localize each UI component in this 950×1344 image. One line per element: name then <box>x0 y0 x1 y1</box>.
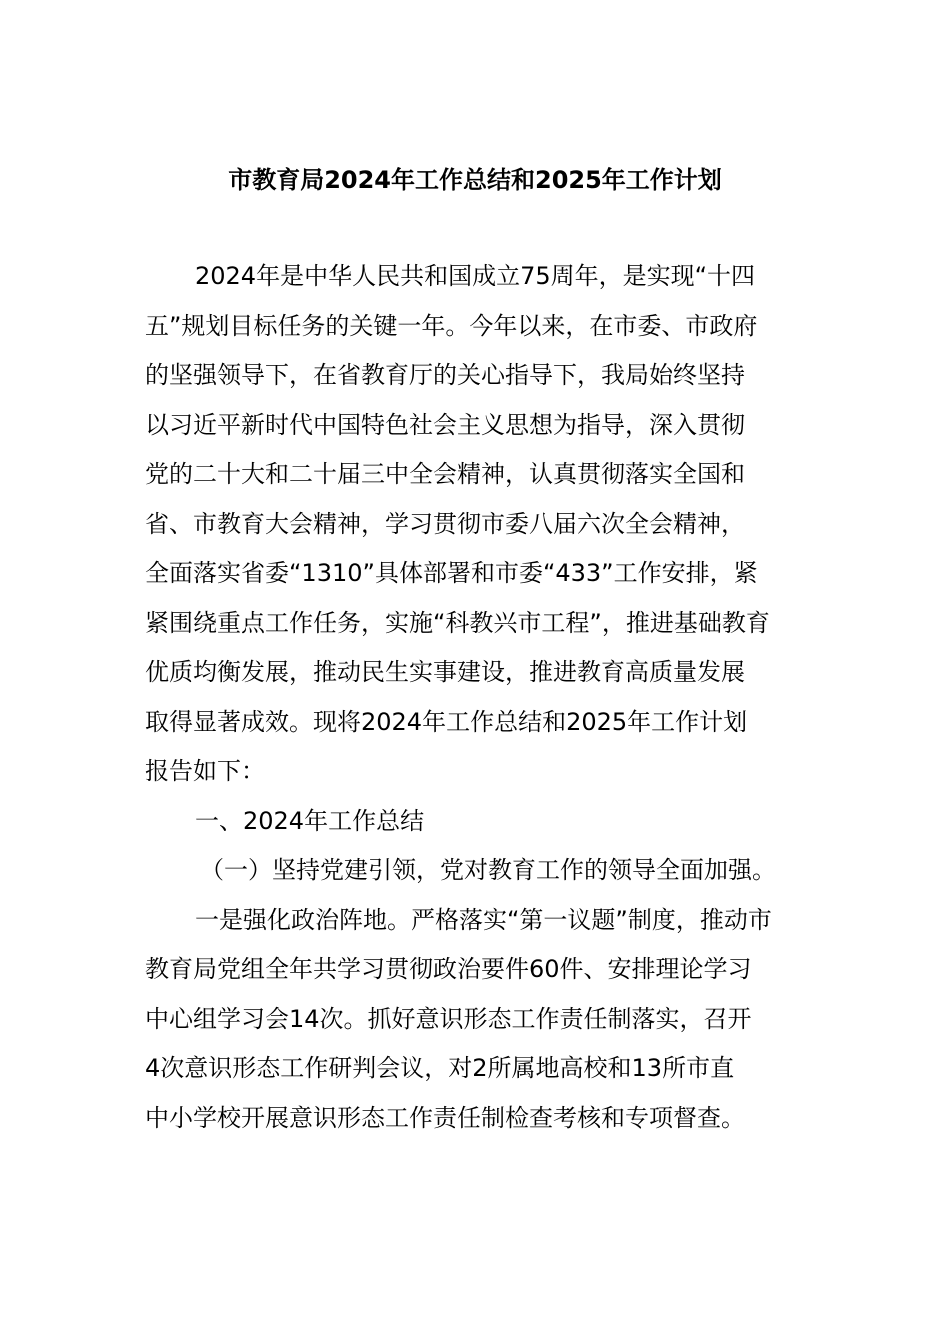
paragraph-line: 省、市教育大会精神，学习贯彻市委八届六次全会精神， <box>145 509 745 538</box>
paragraph-line: 4次意识形态工作研判会议，对2所属地高校和13所市直 <box>145 1054 735 1082</box>
document-body <box>145 252 815 1143</box>
paragraph-line: 教育局党组全年共学习贯彻政治要件60件、安排理论学习 <box>145 955 752 983</box>
paragraph-line: 中小学校开展意识形态工作责任制检查考核和专项督查。 <box>145 1103 745 1132</box>
paragraph-line: 的坚强领导下，在省教育厅的关心指导下，我局始终坚持 <box>145 361 745 389</box>
paragraph-line: 优质均衡发展，推动民生实事建设，推进教育高质量发展 <box>145 658 745 686</box>
paragraph-line: 中心组学习会14次。抓好意识形态工作责任制落实，召开 <box>145 1004 752 1033</box>
paragraph-line: 以习近平新时代中国特色社会主义思想为指导，深入贯彻 <box>145 410 745 439</box>
paragraph-line: 全面落实省委“1310”具体部署和市委“433”工作安排，紧 <box>145 559 758 587</box>
subsection-heading: （一）坚持党建引领，党对教育工作的领导全面加强。 <box>200 856 776 884</box>
paragraph-line: 五”规划目标任务的关键一年。今年以来，在市委、市政府 <box>145 311 758 340</box>
paragraph-line: 一是强化政治阵地。严格落实“第一议题”制度，推动市 <box>195 905 772 934</box>
paragraph-line: 2024年是中华人民共和国成立75周年，是实现“十四 <box>195 262 756 290</box>
paragraph-line: 报告如下： <box>145 757 265 785</box>
paragraph-line: 紧围绕重点工作任务，实施“科教兴市工程”，推进基础教育 <box>145 608 770 637</box>
paragraph-line: 党的二十大和二十届三中全会精神，认真贯彻落实全国和 <box>145 460 745 488</box>
document-title: 市教育局2024年工作总结和2025年工作计划 <box>228 166 722 194</box>
section-heading: 一、2024年工作总结 <box>195 806 425 835</box>
paragraph-line: 取得显著成效。现将2024年工作总结和2025年工作计划 <box>145 707 748 736</box>
